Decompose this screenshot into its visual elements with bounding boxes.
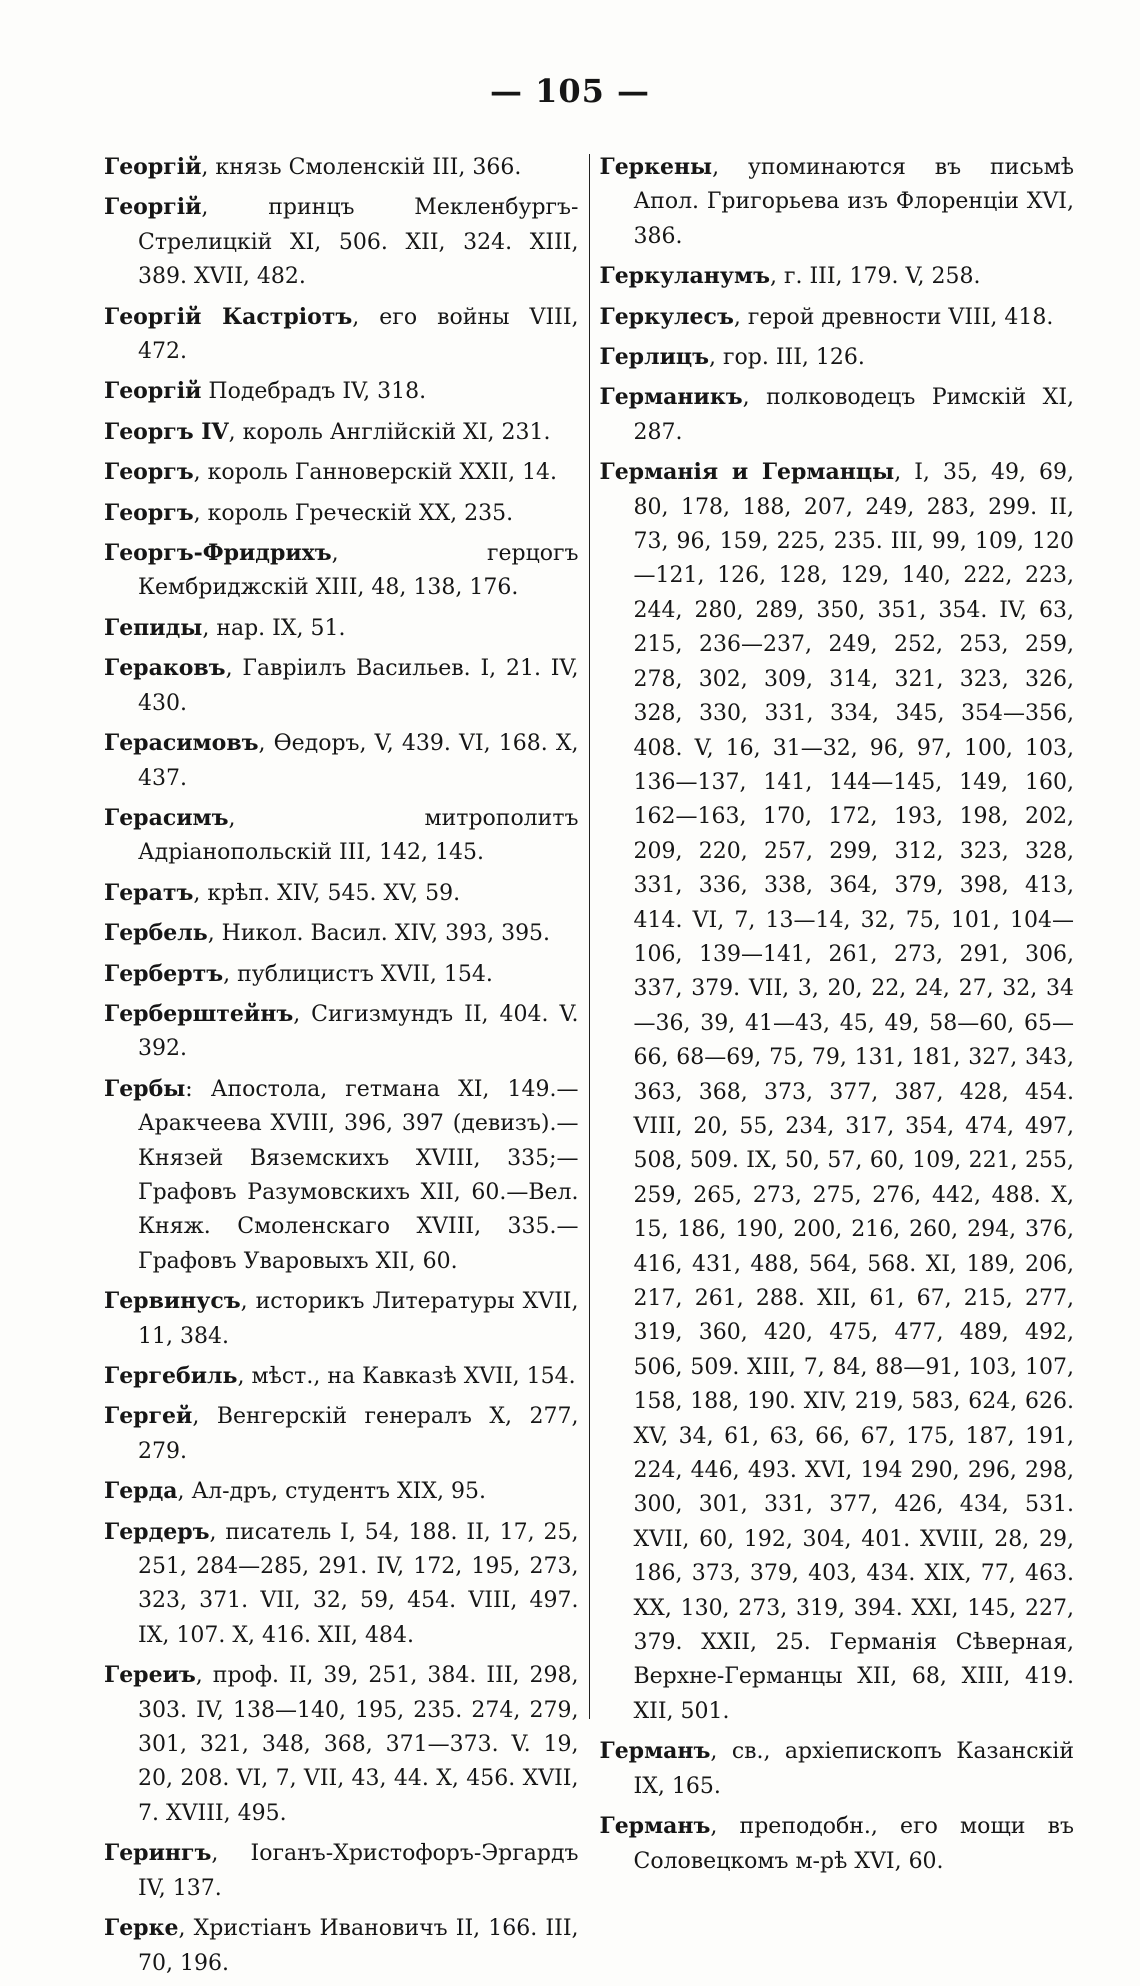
index-entry [104, 374, 579, 409]
index-entry [104, 1911, 579, 1981]
entry-heading: Гербы [104, 1075, 186, 1102]
index-entry [104, 651, 579, 721]
entry-references: , проф. II, 39, 251, 384. III, 298, 303. IV, 138—140, 195, 235. 274, 279, 301, 321, 348, 368, 371—373. V. 19, 20, 208. VI, 7, VII, 43, 44. X, 456. XVII, 7. XVIII, 495. [138, 1663, 579, 1826]
entry-references: , Ал-дръ, студентъ XIX, 95. [177, 1479, 486, 1505]
entry-references: , король Англійскій XI, 231. [228, 419, 551, 445]
entry-heading: Георгій [104, 194, 202, 221]
index-entry [104, 801, 579, 871]
index-entry [104, 190, 579, 294]
index-entry [104, 1284, 579, 1354]
entry-heading: Гератъ [104, 879, 194, 906]
entry-references: , король Греческій XX, 235. [193, 500, 514, 526]
entry-references: , Христіанъ Ивановичъ II, 166. III, 70, 196. [138, 1916, 579, 1976]
entry-references: , его войны VIII, 472. [138, 304, 579, 365]
entry-heading: Гереиъ [104, 1662, 196, 1689]
entry-references: , полководецъ Римскій XI, 287. [633, 385, 1074, 445]
entry-heading: Георгъ [104, 459, 194, 486]
entry-references: , Ѳедоръ, V, 439. VI, 168. X, 437. [138, 731, 579, 791]
entry-heading: Герке [104, 1915, 179, 1942]
index-entry [104, 415, 579, 450]
entry-heading: Германъ [599, 1813, 711, 1840]
entry-heading: Геркуланумъ [599, 263, 770, 290]
right-column [590, 150, 1075, 1986]
index-entry [104, 1515, 579, 1654]
entry-references: , Никол. Васил. XIV, 393, 395. [207, 921, 551, 947]
entry-references: Подебрадъ IV, 318. [201, 379, 427, 405]
entry-references: , герцогъ Кембриджскій XIII, 48, 138, 176. [138, 541, 579, 601]
entry-heading: Герберштейнъ [104, 1000, 294, 1027]
entry-references: , упоминаются въ письмѣ Апол. Григорьева изъ Флоренціи XVI, 386. [633, 155, 1074, 249]
entry-heading: Гербель [104, 920, 208, 947]
index-entry [104, 1399, 579, 1469]
entry-references: , I, 35, 49, 69, 80, 178, 188, 207, 249, 283, 299. II, 73, 96, 159, 225, 235. III, 99, 109, 120—121, 126, 128, 129, 140, 222, 223, 244, 280, 289, 350, 351, 354. IV, 63, 215, 236—237, 249, 252, 253, 259, 278, 302, 309, 314, 321, 323, 326, 328, 330, 331, 334, 345, 354—356, 408. V, 16, 31—32, 96, 97, 100, 103, 136—137, 141, 144—145, 149, 160, 162—163, 170, 172, 193, 198, 202, 209, 220, 257, 299, 312, 323, 328, 331, 336, 338, 364, 379, 398, 413, 414. VI, 7, 13—14, 32, 75, 101, 104—106, 139—141, 261, 273, 291, 306, 337, 379. VII, 3, 20, 22, 24, 27, 32, 34—36, 39, 41—43, 45, 49, 58—60, 65—66, 68—69, 75, 79, 131, 181, 327, 343, 363, 368, 373, 377, 387, 428, 454. VIII, 20, 55, 234, 317, 354, 474, 497, 508, 509. IX, 50, 57, 60, 109, 221, 255, 259, 265, 273, 275, 276, 442, 488. X, 15, 186, 190, 200, 216, 260, 294, 376, 416, 431, 488, 564, 568. XI, 189, 206, 217, 261, 288. XII, 61, 67, 215, 277, 319, 360, 420, 475, 477, 489, 492, 506, 509. XIII, 7, 84, 88—91, 103, 107, 158, 188, 190. XIV, 219, 583, 624, 626. XV, 34, 61, 63, 66, 67, 175, 187, 191, 224, 446, 493. XVI, 194 290, 296, 298, 300, 301, 331, 377, 426, 434, 531. XVII, 60, 192, 304, 401. XVIII, 28, 29, 186, 373, 379, 403, 434. XIX, 77, 463. XX, 130, 273, 319, 394. XXI, 145, 227, 379. XXII, 25. Германія Сѣверная, Верхне-Германцы XII, 68, XIII, 419. XII, 501. [633, 460, 1074, 1724]
index-entry [104, 1072, 579, 1279]
index-entry [104, 536, 579, 606]
entry-heading: Гербертъ [104, 960, 224, 987]
entry-references: , король Ганноверскій XXII, 14. [193, 460, 558, 486]
index-entry [104, 726, 579, 796]
entry-heading: Георгъ IV [104, 418, 229, 445]
entry-references: , Венгерскій генералъ X, 277, 279. [138, 1404, 579, 1464]
entry-references: , Сигизмундъ II, 404. V. 392. [138, 1001, 579, 1062]
entry-heading: Гергей [104, 1403, 193, 1430]
index-entry [104, 997, 579, 1067]
entry-references: , князь Смоленскій III, 366. [201, 155, 522, 180]
entry-heading: Герасимовъ [104, 730, 259, 757]
entry-heading: Геркены [599, 154, 713, 180]
entry-heading: Георгій [104, 154, 202, 180]
entry-references: , Іоганъ-Христофоръ-Эргардъ IV, 137. [138, 1841, 579, 1901]
index-columns [104, 150, 1074, 1986]
entry-references: , св., архіепископъ Казанскій IX, 165. [633, 1739, 1074, 1799]
entry-heading: Гепиды [104, 614, 203, 641]
index-entry [600, 300, 1075, 335]
entry-heading: Георгій [104, 378, 202, 405]
entry-heading: Гераковъ [104, 655, 226, 682]
index-entry [104, 611, 579, 646]
index-entry [104, 300, 579, 370]
entry-heading: Геркулесъ [599, 303, 734, 330]
entry-heading: Германикъ [599, 384, 743, 411]
entry-references: : Апостола, гетмана XI, 149.—Аракчеева XVIII, 396, 397 (девизъ).—Князей Вяземскихъ XVIII, 335;—Графовъ Разумовскихъ XII, 60.—Вел. Княж. Смоленскаго XVIII, 335.—Графовъ Уваровыхъ XII, 60. [138, 1076, 579, 1274]
index-entry [104, 150, 579, 185]
index-entry [104, 1474, 579, 1509]
index-entry [600, 455, 1075, 1729]
entry-references: , нар. IX, 51. [202, 615, 346, 641]
index-entry [600, 340, 1075, 375]
index-entry [600, 1734, 1075, 1804]
index-entry [600, 259, 1075, 294]
entry-heading: Гердеръ [104, 1518, 210, 1545]
index-entry [104, 876, 579, 911]
entry-references: , историкъ Литературы XVII, 11, 384. [138, 1289, 579, 1349]
entry-references: , преподобн., его мощи въ Соловецкомъ м-рѣ XVI, 60. [633, 1814, 1074, 1874]
entry-heading: Германъ [599, 1738, 711, 1765]
page-number: — 105 — [489, 72, 651, 110]
entry-heading: Герлицъ [599, 344, 710, 371]
entry-references: , писатель I, 54, 188. II, 17, 25, 251, 284—285, 291. IV, 172, 195, 273, 323, 371. VII, 32, 59, 454. VIII, 497. IX, 107. X, 416. XII, 484. [138, 1519, 579, 1648]
index-entry [600, 1809, 1075, 1879]
index-entry [104, 455, 579, 490]
entry-heading: Гервинусъ [104, 1288, 241, 1315]
entry-references: , мѣст., на Кавказѣ XVII, 154. [237, 1364, 576, 1389]
entry-heading: Георгъ-Фридрихъ [104, 540, 332, 567]
entry-references: , г. III, 179. V, 258. [769, 264, 981, 290]
entry-references: , гор. III, 126. [709, 345, 865, 371]
index-entry [600, 380, 1075, 450]
index-entry [104, 1836, 579, 1906]
entry-heading: Герингъ [104, 1840, 212, 1867]
index-entry [104, 1359, 579, 1394]
index-entry [104, 1658, 579, 1831]
left-column [104, 150, 589, 1986]
entry-heading: Германія и Германцы [599, 459, 895, 486]
index-entry [104, 957, 579, 992]
entry-references: , публицистъ XVII, 154. [223, 961, 493, 987]
index-entry [104, 496, 579, 531]
entry-heading: Герасимъ [104, 804, 229, 831]
entry-references: , принцъ Мекленбургъ-Стрелицкій XI, 506. XII, 324. XIII, 389. XVII, 482. [138, 195, 579, 290]
entry-references: , митрополитъ Адріанопольскій III, 142, 145. [138, 805, 579, 866]
entry-references: , герой древности VIII, 418. [733, 304, 1054, 330]
index-entry [104, 916, 579, 951]
entry-heading: Георгій Кастріотъ [104, 303, 353, 330]
entry-references: , крѣп. XIV, 545. XV, 59. [193, 880, 461, 906]
entry-references: , Гавріилъ Васильев. I, 21. IV, 430. [138, 656, 579, 716]
entry-heading: Георгъ [104, 499, 194, 526]
index-entry [600, 150, 1075, 254]
entry-heading: Герда [104, 1478, 178, 1505]
entry-heading: Гергебиль [104, 1363, 238, 1389]
